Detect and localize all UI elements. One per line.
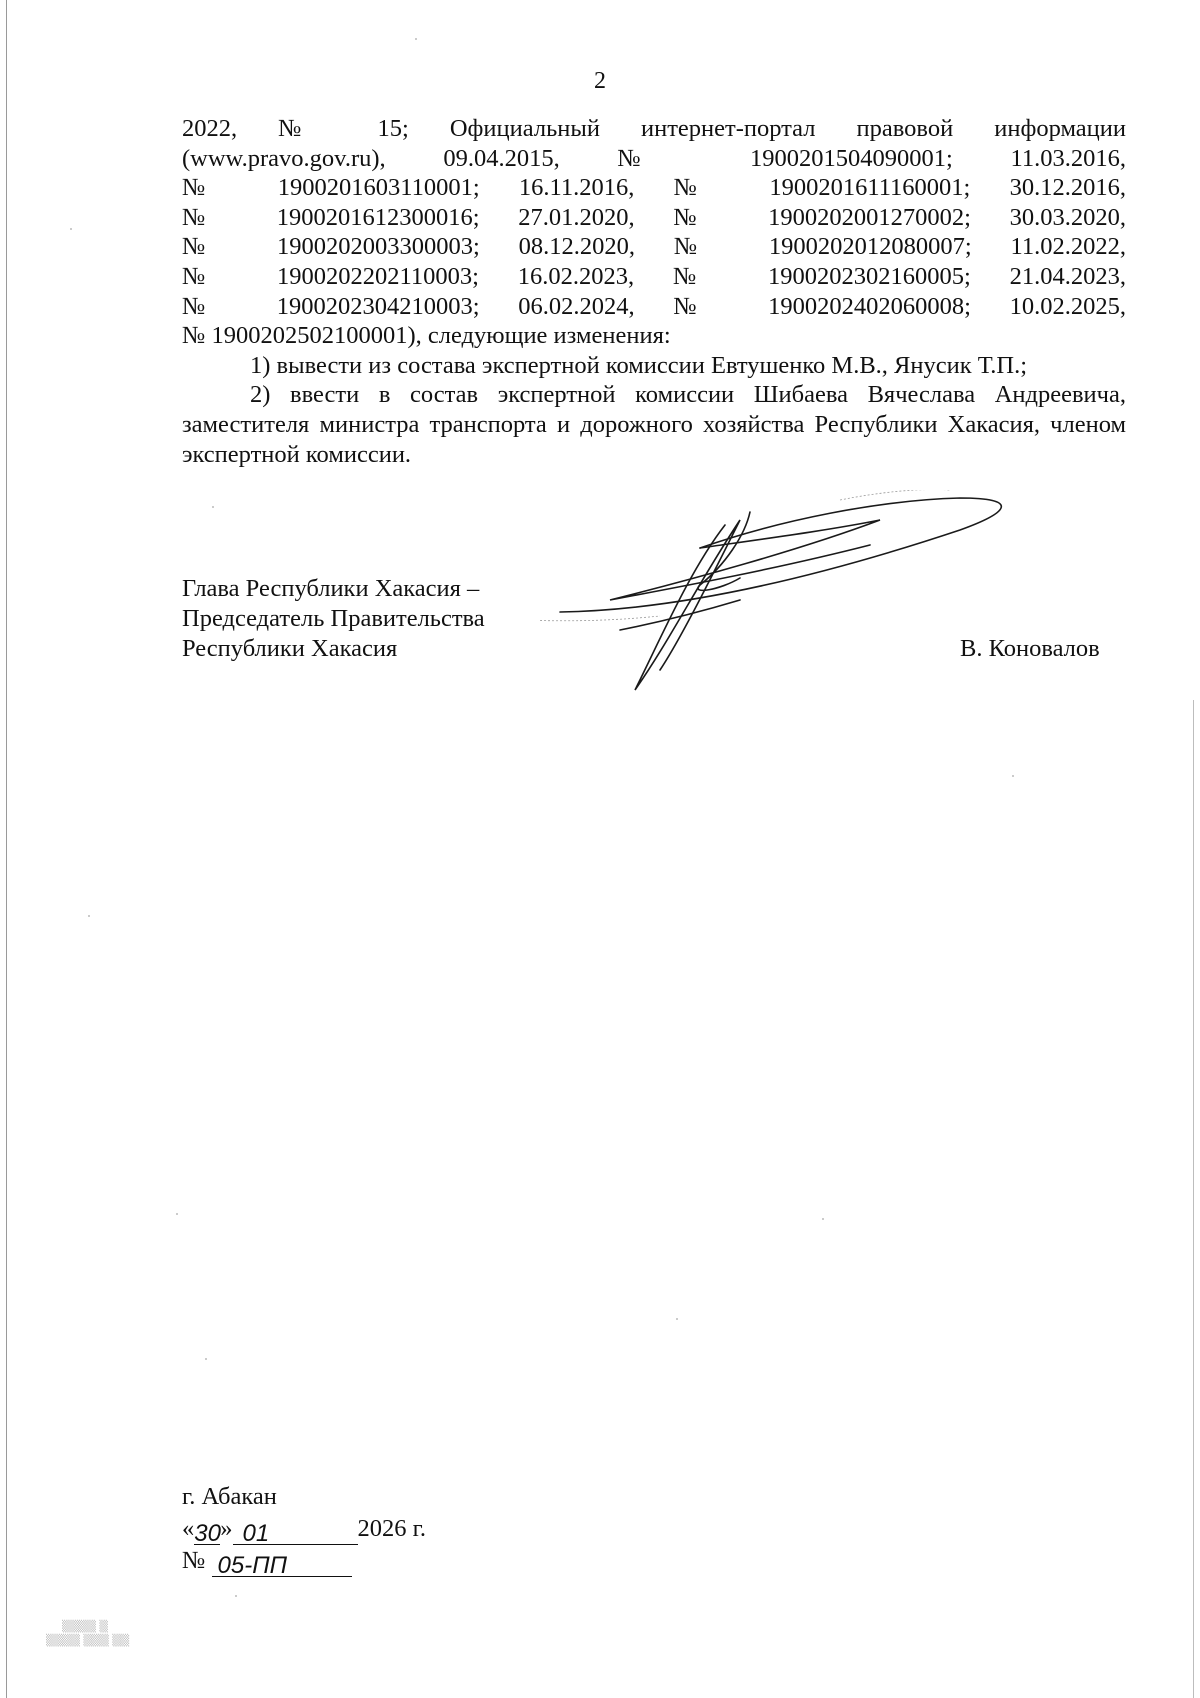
date-month: 01 bbox=[242, 1520, 270, 1547]
signatory-position-line-1: Глава Республики Хакасия – bbox=[182, 575, 480, 602]
body-line: 2022, № 15; Официальный интернет-портал правовой информации bbox=[182, 115, 1126, 142]
signatory-position-line-2: Председатель Правительства bbox=[182, 605, 485, 632]
date-year: 2026 г. bbox=[357, 1515, 427, 1542]
body-line: № 1900202003300003; 08.12.2020, № 1900202012080007; 11.02.2022, bbox=[182, 233, 1126, 261]
document-footer bbox=[182, 1481, 426, 1577]
signatory-name: В. Коновалов bbox=[960, 635, 1100, 662]
scan-speck bbox=[235, 1595, 237, 1597]
signatory-position bbox=[182, 574, 485, 664]
footer-date bbox=[182, 1513, 426, 1545]
body-line: № 1900201603110001; 16.11.2016, № 1900201611160001; 30.12.2016, bbox=[182, 174, 1126, 202]
scan-speck bbox=[822, 1218, 824, 1220]
scan-speck bbox=[415, 38, 417, 40]
signatory-position-line-3: Республики Хакасия bbox=[182, 635, 398, 662]
page-number: 2 bbox=[594, 68, 606, 94]
body-text bbox=[182, 114, 1126, 469]
number-prefix: № bbox=[182, 1547, 206, 1574]
scan-speck bbox=[70, 228, 72, 230]
scan-edge-left bbox=[6, 0, 7, 1698]
body-line: № 1900202502100001), следующие изменения: bbox=[182, 322, 671, 350]
body-line: № 1900201612300016; 27.01.2020, № 1900202001270002; 30.03.2020, bbox=[182, 203, 1126, 231]
footer-city: г. Абакан bbox=[182, 1483, 277, 1510]
scan-speck bbox=[676, 1318, 678, 1320]
footer-number bbox=[182, 1545, 426, 1577]
date-day: 30 bbox=[194, 1520, 221, 1547]
body-line: (www.pravo.gov.ru), 09.04.2015, № 1900201504090001; 11.03.2016, bbox=[182, 144, 1126, 172]
signature bbox=[540, 490, 1040, 700]
scan-speck bbox=[88, 915, 90, 917]
date-close-quote: » bbox=[220, 1515, 233, 1542]
body-lines bbox=[182, 114, 1126, 351]
item-1: 1) вывести из состава экспертной комиссии Евтушенко М.В., Янусик Т.П.; bbox=[250, 351, 1028, 379]
item-2: 2) ввести в состав экспертной комиссии Шибаева Вячеслава Андреевича, заместителя министра транспорта и дорожного хозяйства Республики Хакасия, членом экспертной комиссии. bbox=[182, 381, 1126, 468]
number-value: 05-ПП bbox=[217, 1552, 287, 1579]
scan-edge-right bbox=[1193, 700, 1194, 1698]
date-open-quote: « bbox=[182, 1515, 195, 1542]
body-line: № 1900202202110003; 16.02.2023, № 1900202302160005; 21.04.2023, bbox=[182, 262, 1126, 290]
scan-speck bbox=[205, 1358, 207, 1360]
body-line: № 1900202304210003; 06.02.2024, № 1900202402060008; 10.02.2025, bbox=[182, 292, 1126, 320]
scan-speck bbox=[176, 1213, 178, 1215]
faint-stamp: ▒▒▒▒ ▒ ▒▒▒▒ ▒▒▒ ▒▒ bbox=[46, 1620, 130, 1647]
scan-speck bbox=[1012, 775, 1014, 777]
scan-speck bbox=[212, 506, 214, 508]
